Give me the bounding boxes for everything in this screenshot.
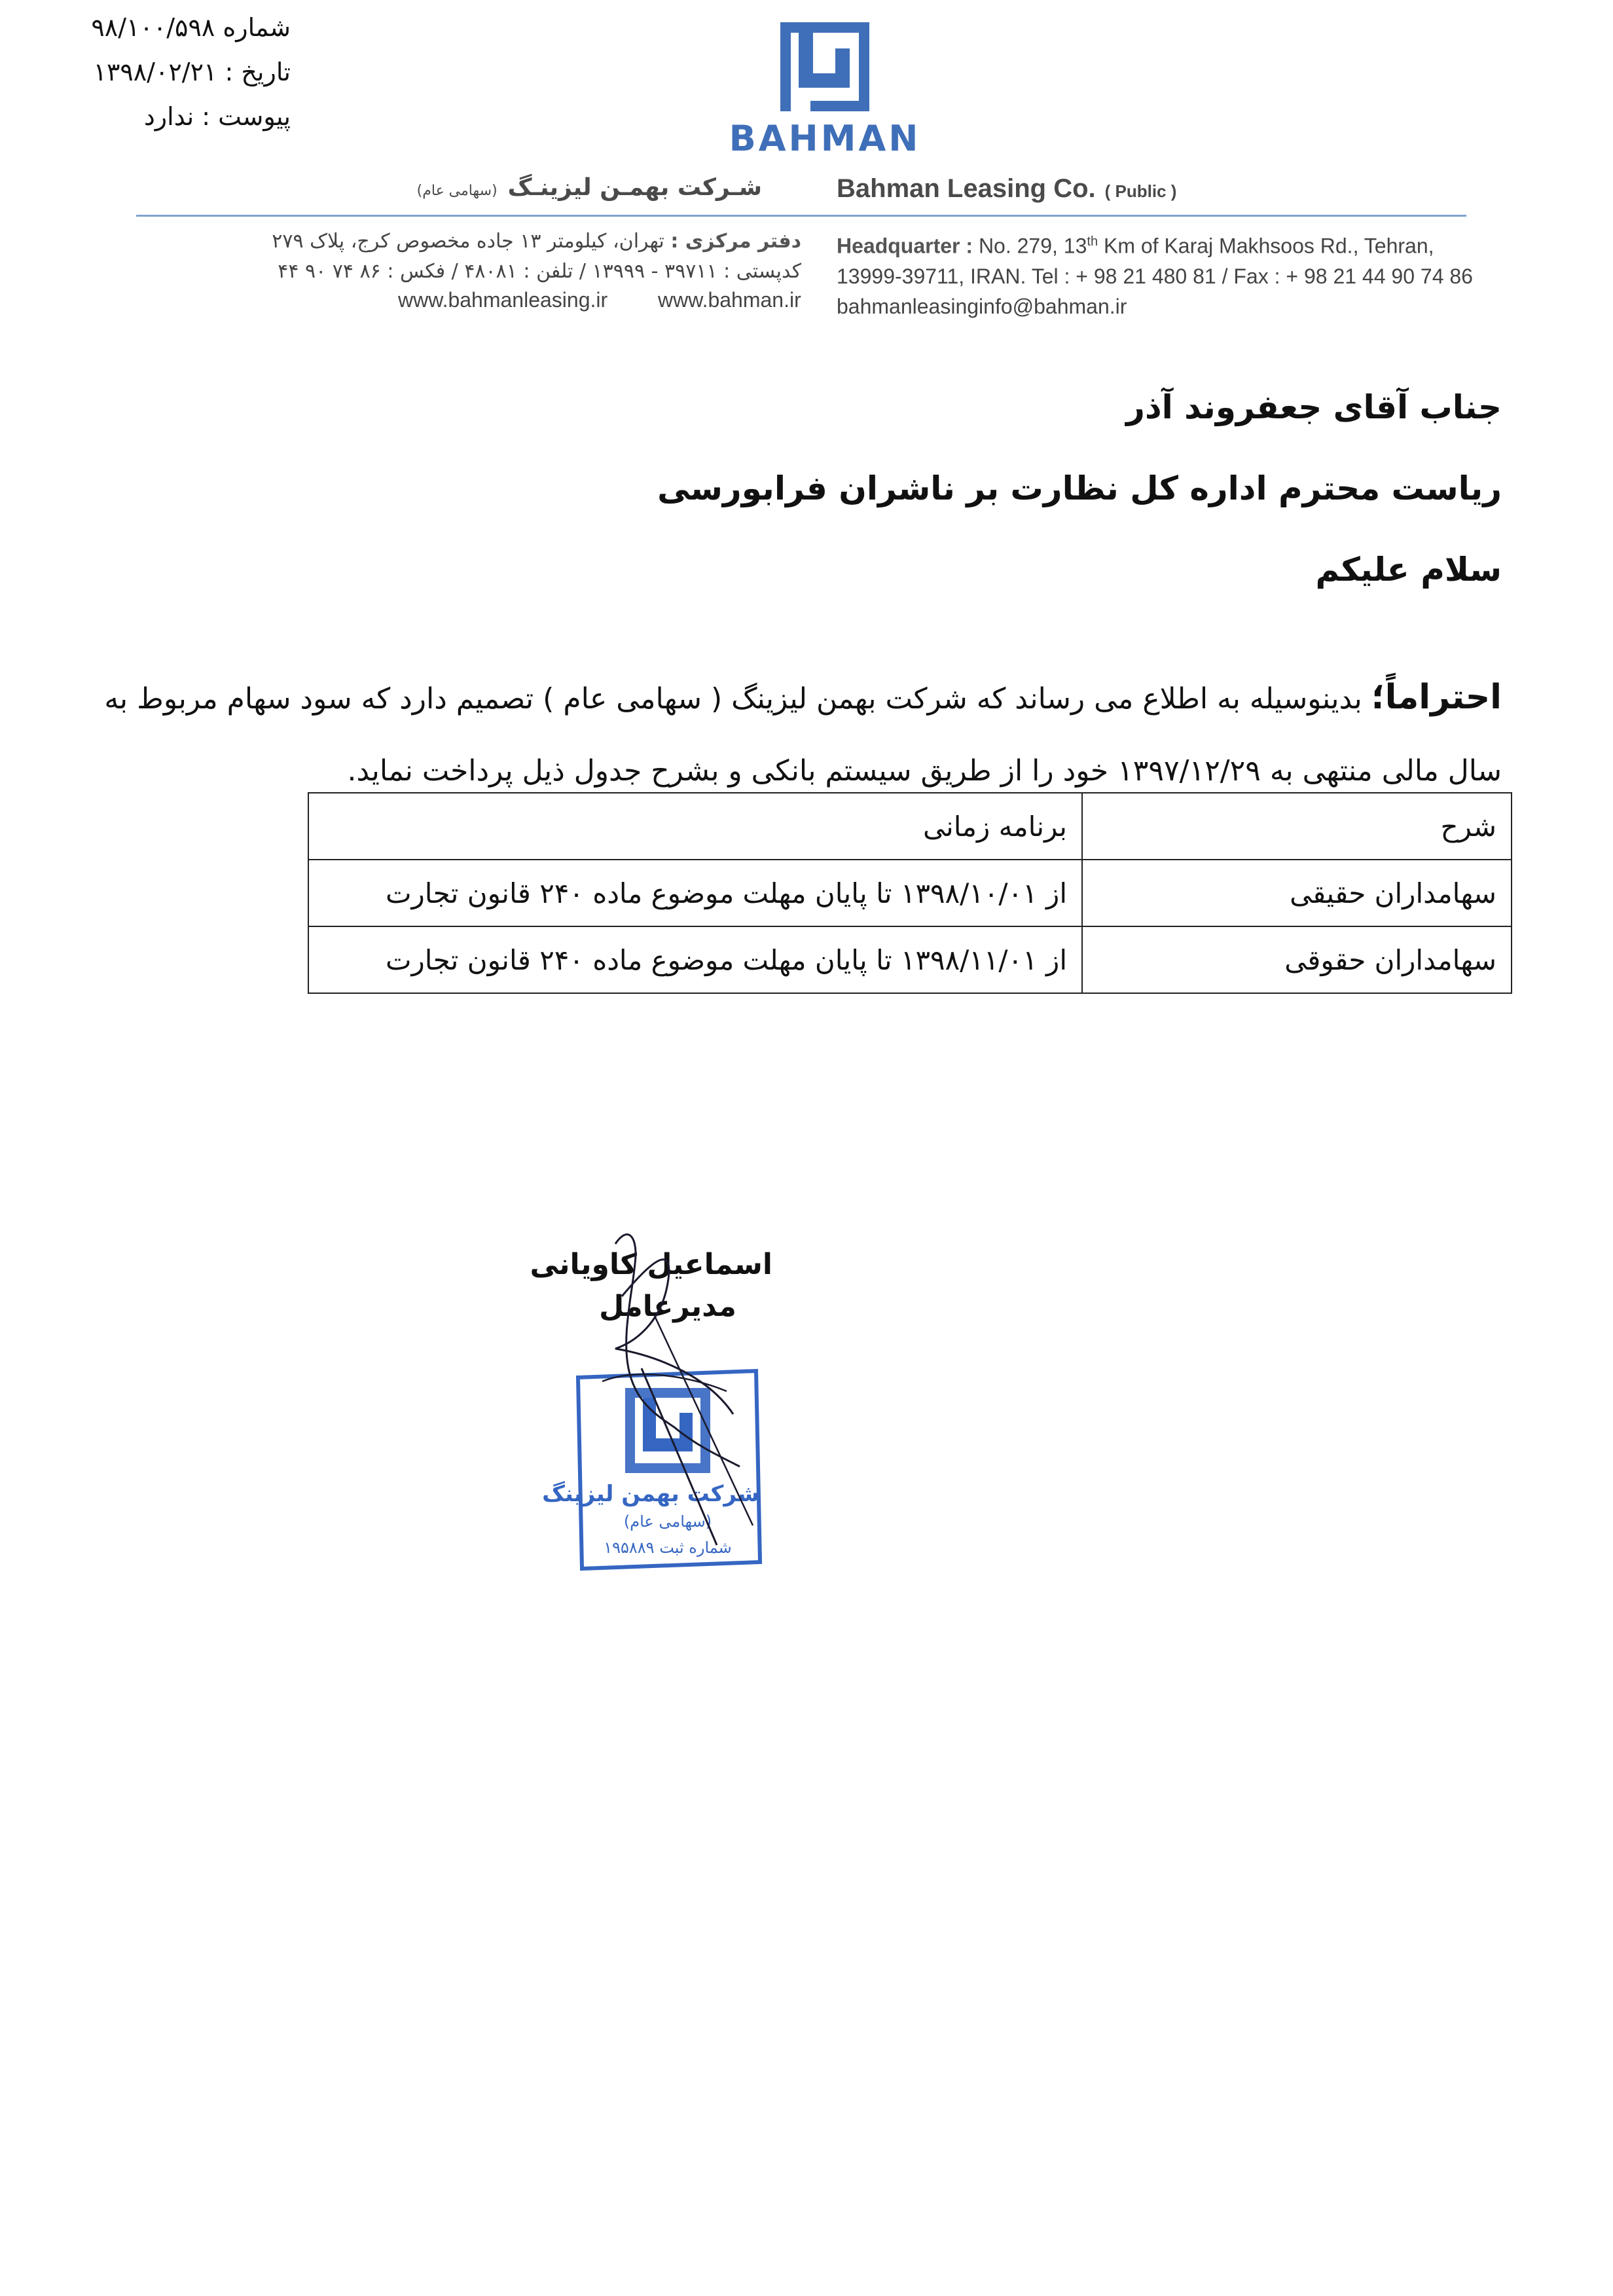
body-line-1: بدینوسیله به اطلاع می رساند که شرکت بهمن لیزینگ ( سهامی عام ) تصمیم دارد که سود سهام مربوط به (104, 682, 1371, 716)
header-divider (136, 215, 1466, 217)
letter-date: تاریخ : ۱۳۹۸/۰۲/۲۱ (93, 58, 291, 86)
hq-fa-address: تهران، کیلومتر ۱۳ جاده مخصوص کرج، پلاک ۲۷۹ (272, 230, 664, 253)
letter-attachment: پیوست : ندارد (143, 102, 291, 131)
logo-wordmark: BAHMAN (729, 118, 921, 159)
table-header-cell: شرح (1082, 793, 1512, 860)
signatory-title: مدیرعامل (599, 1290, 736, 1323)
hq-fa-label: دفتر مرکزی : (670, 230, 801, 253)
table-cell: از ۱۳۹۸/۱۰/۰۱ تا پایان مهلت موضوع ماده ۲۴۰ قانون تجارت (308, 860, 1082, 926)
hq-fa-contact: کدپستی : ۳۹۷۱۱ - ۱۳۹۹۹ / تلفن : ۴۸۰۸۱ / فکس : ۸۶ ۷۴ ۹۰ ۴۴ (278, 260, 801, 283)
body-lead: احتراماً؛ (1371, 678, 1502, 717)
company-name-en (837, 174, 1176, 204)
letter-number: شماره ۹۸/۱۰۰/۵۹۸ (91, 13, 291, 42)
hq-en-label: Headquarter : (837, 234, 973, 258)
table-row (308, 860, 1512, 926)
company-type-fa: (سهامی عام) (416, 183, 498, 199)
table-header-cell: برنامه زمانی (308, 793, 1082, 860)
table-header-row (308, 793, 1512, 860)
company-name-en-text: Bahman Leasing Co. (837, 174, 1096, 203)
greeting: سلام علیکم (1315, 551, 1502, 589)
stamp-company-name: شرکت بهمن لیزینگ (542, 1481, 759, 1507)
hq-en-address-rest: Km of Karaj Makhsoos Rd., Tehran, (1098, 234, 1434, 258)
table-cell: سهامداران حقیقی (1082, 860, 1512, 926)
body-line-2: سال مالی منتهی به ۱۳۹۷/۱۲/۲۹ خود را از طریق سیستم بانکی و بشرح جدول ذیل پرداخت نماید. (347, 754, 1502, 788)
company-email: bahmanleasinginfo@bahman.ir (837, 294, 1127, 318)
signatory-name: اسماعیل کاویانی (530, 1248, 772, 1281)
website-leasing: www.bahmanleasing.ir (398, 288, 608, 312)
company-name-fa-text: شـرکت بهمـن لیزینـگ (507, 174, 762, 201)
hq-en-sup: th (1087, 234, 1098, 249)
stamp-registration-no: شماره ثبت ۱۹۵۸۸۹ (604, 1539, 732, 1557)
table-row (308, 926, 1512, 993)
table-cell: سهامداران حقوقی (1082, 926, 1512, 993)
addressee (657, 367, 1502, 610)
table-cell: از ۱۳۹۸/۱۱/۰۱ تا پایان مهلت موضوع ماده ۲۴۰ قانون تجارت (308, 926, 1082, 993)
headquarter-en (837, 227, 1473, 321)
handwritten-signature (542, 1218, 772, 1584)
hq-en-address: No. 279, 13 (978, 234, 1087, 258)
hq-en-contact: 13999-39711, IRAN. Tel : + 98 21 480 81 / Fax : + 98 21 44 90 74 86 (837, 264, 1473, 288)
letter-body (104, 661, 1502, 807)
headquarter-fa (272, 227, 801, 287)
stamp-company-type: (سهامی عام) (623, 1512, 712, 1531)
payment-schedule-table (308, 792, 1512, 994)
addressee-title: ریاست محترم اداره کل نظارت بر ناشران فرابورسی (657, 469, 1502, 507)
website-bahman: www.bahman.ir (658, 288, 801, 312)
addressee-name: جناب آقای جعفروند آذر (1126, 388, 1502, 426)
company-name-fa (417, 174, 762, 201)
company-type-en: ( Public ) (1104, 181, 1177, 201)
bahman-logo-icon (707, 18, 943, 117)
